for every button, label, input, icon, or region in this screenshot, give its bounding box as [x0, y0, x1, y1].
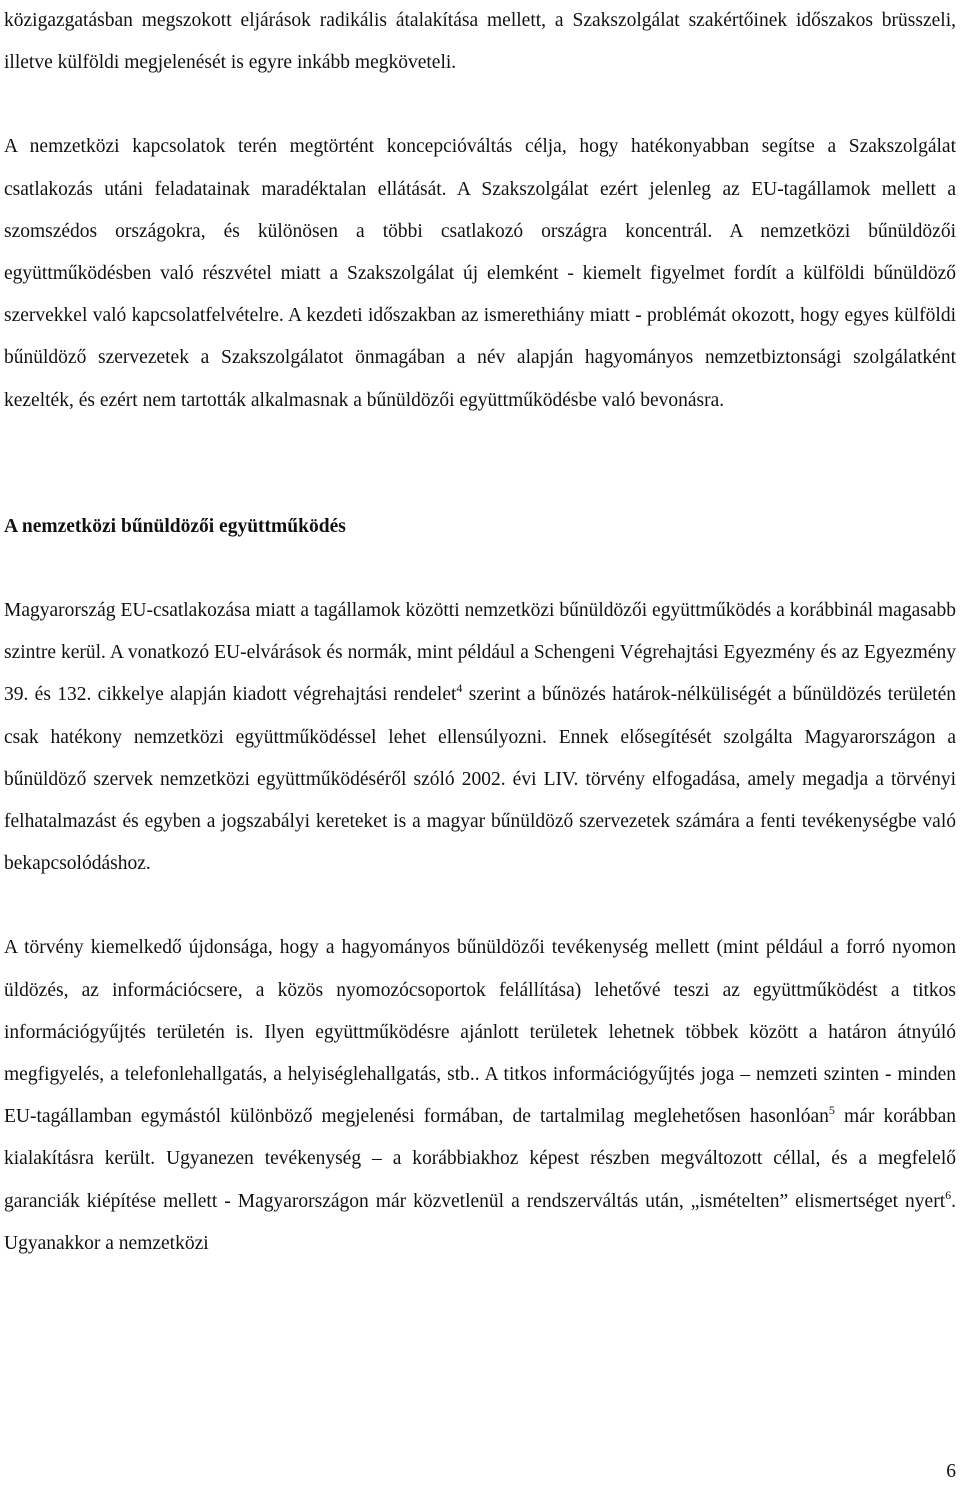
paragraph-international-relations: A nemzetközi kapcsolatok terén megtörtént koncepcióváltás célja, hogy hatékonyabban segítse a Szakszolgálat csatlakozás utáni feladatainak maradéktalan ellátását. A Szakszolgálat ezért jelenleg az EU-tagállamok mellett a szomszédos országokra, és különösen a többi csatlakozó országra koncentrál. A nemzetközi bűnüldözői együttműködésben való részvétel miatt a Szakszolgálat új elemként - kiemelt figyelmet fordít a külföldi bűnüldöző szervekkel való kapcsolatfelvételre. A kezdeti időszakban az ismerethiány miatt - problémát okozott, hogy egyes külföldi bűnüldöző szervezetek a Szakszolgálatot önmagában a név alapján hagyományos nemzetbiztonsági szolgálatként kezelték, és ezért nem tartották alkalmasnak a bűnüldözői együttműködésbe való bevonásra.	[4, 136, 956, 411]
paragraph-text: . Ugyanakkor a nemzetközi	[4, 1190, 956, 1254]
document-page	[4, 0, 956, 1265]
paragraph-text: Magyarország EU-csatlakozása miatt a tagállamok közötti nemzetközi bűnüldözői együttműködés a korábbinál magasabb szintre kerül. A vonatkozó EU-elvárások és normák, mint például a Schengeni Végrehajtási Egyezmény és az Egyezmény 39. és 132. cikkelye alapján kiadott végrehajtási rendelet	[4, 600, 956, 706]
section-heading: A nemzetközi bűnüldözői együttműködés	[4, 515, 346, 537]
paragraph-text: már korábban kialakításra került. Ugyanezen tevékenység – a korábbiakhoz képest részben megváltozott céllal, és a megfelelő garanciák kiépítése mellett - Magyarországon már közvetlenül a rendszerváltás után, „ismételten” elismertséget nyert	[4, 1106, 956, 1212]
page-number: 6	[946, 1461, 956, 1482]
footnote-marker: 5	[828, 1103, 835, 1118]
paragraph-text: A törvény kiemelkedő újdonsága, hogy a hagyományos bűnüldözői tevékenység mellett (mint például a forró nyomon üldözés, az információcsere, a közös nyomozócsoportok felállítása) lehetővé teszi az együttműködést a titkos információgyűjtés területén is. Ilyen együttműködésre ajánlott területek lehetnek többek között a határon átnyúló megfigyelés, a telefonlehallgatás, a helyiséglehallgatás, stb.. A titkos információgyűjtés joga – nemzeti szinten - minden EU-tagállamban egymástól különböző megjelenési formában, de tartalmilag meglehetősen hasonlóan	[4, 937, 956, 1128]
paragraph-intro: közigazgatásban megszokott eljárások radikális átalakítása mellett, a Szakszolgálat szakértőinek időszakos brüsszeli, illetve külföldi megjelenését is egyre inkább megköveteli.	[4, 10, 956, 74]
footnote-marker: 6	[945, 1187, 952, 1202]
paragraph-law-novelty	[4, 927, 956, 1265]
paragraph-text: szerint a bűnözés határok-nélküliségét a bűnüldözés területén csak hatékony nemzetközi együttműködéssel lehet ellensúlyozni. Ennek elősegítését szolgálta Magyarországon a bűnüldöző szervek nemzetközi együttműködéséről szóló 2002. évi LIV. törvény elfogadása, amely megadja a törvényi felhatalmazást és egyben a jogszabályi kereteket is a magyar bűnüldöző szervezetek számára a fenti tevékenységbe való bekapcsolódáshoz.	[4, 684, 956, 875]
footnote-marker: 4	[456, 681, 463, 696]
paragraph-eu-accession	[4, 590, 956, 885]
